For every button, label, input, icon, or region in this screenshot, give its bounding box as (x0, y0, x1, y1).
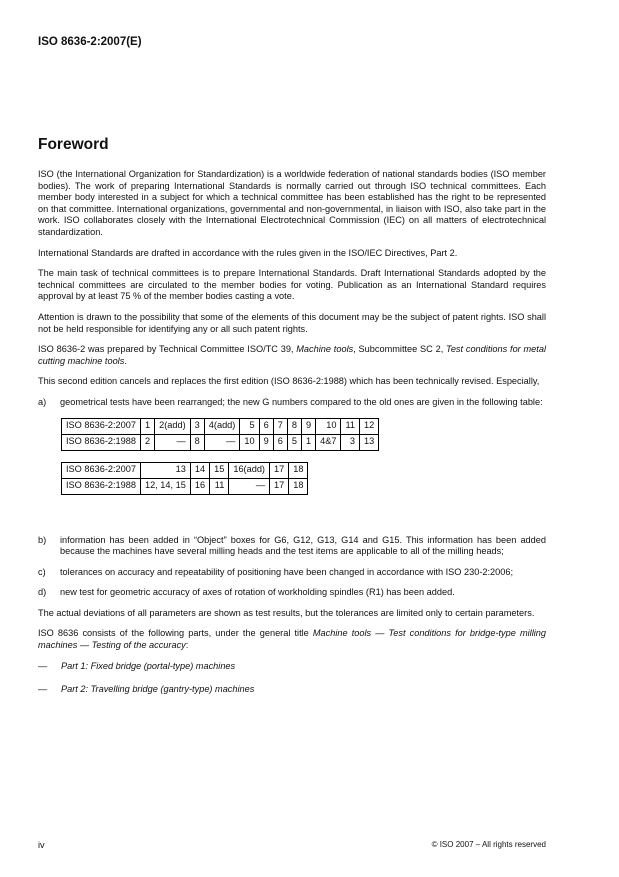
part-title: Part 2: Travelling bridge (gantry-type) machines (61, 684, 255, 695)
list-item (38, 587, 546, 599)
paragraph-prepared-by (38, 344, 546, 367)
table-cell: 10 (316, 418, 341, 434)
part-title: Part 1: Fixed bridge (portal-type) machines (61, 660, 236, 671)
paragraph-iso-intro: ISO (the International Organization for Standardization) is a worldwide federation of national standards bodies (ISO member bodies). The work of preparing International Standards is normally carried out through ISO technical committees. Each member body interested in a subject for which a technical committee has been established has the right to be represented on that committee. International organizations, governmental and non-governmental, in liaison with ISO, also take part in the work. ISO collaborates closely with the International Electrotechnical Commission (IEC) on all matters of electrotechnical standardization. (38, 169, 546, 237)
paragraph-edition: This second edition cancels and replaces the first edition (ISO 8636-2:1988) which has been technically revised. Especially, (38, 376, 540, 387)
list-label: b) (38, 534, 47, 545)
table-cell: 11 (210, 478, 229, 494)
subcommittee-name: Test conditions for metal cutting machine tools (38, 344, 546, 366)
table-cell: 1 (301, 434, 315, 450)
table-cell: 6 (259, 418, 273, 434)
paragraph-committees: The main task of technical committees is to prepare International Standards. Draft International Standards adopted by the technical committees are circulated to the member bodies for voting. Publication as an International Standard requires approval by at least 75 % of the member bodies casting a vote. (38, 268, 546, 302)
g-number-table-2 (61, 462, 308, 495)
table-row (62, 434, 379, 450)
document-id: ISO 8636-2:2007(E) (38, 36, 142, 48)
prepared-by-text: ISO 8636-2 was prepared by Technical Committee ISO/TC 39, (38, 344, 297, 355)
parts-intro: ISO 8636 consists of the following parts, under the general title (38, 628, 313, 639)
paragraph-parts (38, 628, 546, 651)
table-cell: 2 (140, 434, 154, 450)
part-item (38, 684, 546, 696)
table-cell: 16 (190, 478, 209, 494)
list-text: tolerances on accuracy and repeatability of positioning have been changed in accordance with ISO 230-2:2006; (60, 566, 514, 577)
table-row (62, 478, 308, 494)
table-cell: 15 (210, 462, 229, 478)
list-item (38, 567, 546, 579)
list-text: new test for geometric accuracy of axes of rotation of workholding spindles (R1) has been added. (60, 587, 455, 598)
row-header-cell: ISO 8636-2:1988 (62, 478, 141, 494)
table-cell: 1 (140, 418, 154, 434)
table-cell: 17 (270, 478, 289, 494)
table-cell: 18 (289, 478, 308, 494)
table-cell: — (155, 434, 191, 450)
table-cell: 11 (341, 418, 360, 434)
page-number: iv (38, 840, 45, 850)
page-title: Foreword (38, 136, 109, 153)
table-cell: 12 (360, 418, 379, 434)
table-cell: 18 (289, 462, 308, 478)
parts-intro-end: : (185, 640, 189, 651)
table-cell: 10 (240, 434, 259, 450)
prepared-by-end: . (124, 355, 127, 366)
table-cell: 8 (190, 434, 204, 450)
table-cell: 12, 14, 15 (140, 478, 190, 494)
foreword-body (38, 169, 546, 708)
table-cell: 5 (240, 418, 259, 434)
copyright-notice: © ISO 2007 – All rights reserved (431, 840, 546, 849)
subcommittee-text: , Subcommittee SC 2, (353, 344, 447, 355)
table-cell: 2(add) (155, 418, 191, 434)
list-text: information has been added in “Object” boxes for G6, G12, G13, G14 and G15. This information has been added because the machines have several milling heads and the test items are applicable to all of the milling heads; (60, 534, 546, 557)
list-item (38, 397, 546, 409)
table-cell: 4&7 (316, 434, 341, 450)
table-cell: 5 (287, 434, 301, 450)
paragraph-deviations: The actual deviations of all parameters are shown as test results, but the tolerances are limited only to certain parameters. (38, 607, 535, 618)
table-row (62, 462, 308, 478)
list-label: d) (38, 587, 47, 598)
table-cell: 14 (190, 462, 209, 478)
g-number-table-1 (61, 418, 379, 451)
table-cell: 8 (287, 418, 301, 434)
row-header-cell: ISO 8636-2:2007 (62, 418, 141, 434)
table-cell: 9 (259, 434, 273, 450)
paragraph-directives: International Standards are drafted in accordance with the rules given in the ISO/IEC Directives, Part 2. (38, 247, 458, 258)
dash-bullet: — (38, 660, 48, 671)
list-label: c) (38, 566, 46, 577)
row-header-cell: ISO 8636-2:2007 (62, 462, 141, 478)
table-cell: — (229, 478, 270, 494)
table-cell: — (204, 434, 240, 450)
row-header-cell: ISO 8636-2:1988 (62, 434, 141, 450)
paragraph-patents: Attention is drawn to the possibility that some of the elements of this document may be the subject of patent rights. ISO shall not be held responsible for identifying any or all such patent rights. (38, 311, 546, 334)
table-cell: 4(add) (204, 418, 240, 434)
committee-name: Machine tools (296, 344, 354, 355)
table-cell: 17 (270, 462, 289, 478)
list-item (38, 535, 546, 558)
list-text: geometrical tests have been rearranged; the new G numbers compared to the old ones are given in the following table: (60, 396, 543, 407)
table-cell: 13 (360, 434, 379, 450)
table-cell: 3 (341, 434, 360, 450)
table-row (62, 418, 379, 434)
list-label: a) (38, 396, 47, 407)
dash-bullet: — (38, 684, 48, 695)
table-cell: 16(add) (229, 462, 270, 478)
table-cell: 3 (190, 418, 204, 434)
table-cell: 6 (273, 434, 287, 450)
part-item (38, 661, 546, 673)
table-cell: 7 (273, 418, 287, 434)
general-title: Machine tools — Test conditions for bridge-type milling machines — Testing of the accuracy (38, 628, 546, 651)
table-cell: 9 (301, 418, 315, 434)
table-cell: 13 (140, 462, 190, 478)
